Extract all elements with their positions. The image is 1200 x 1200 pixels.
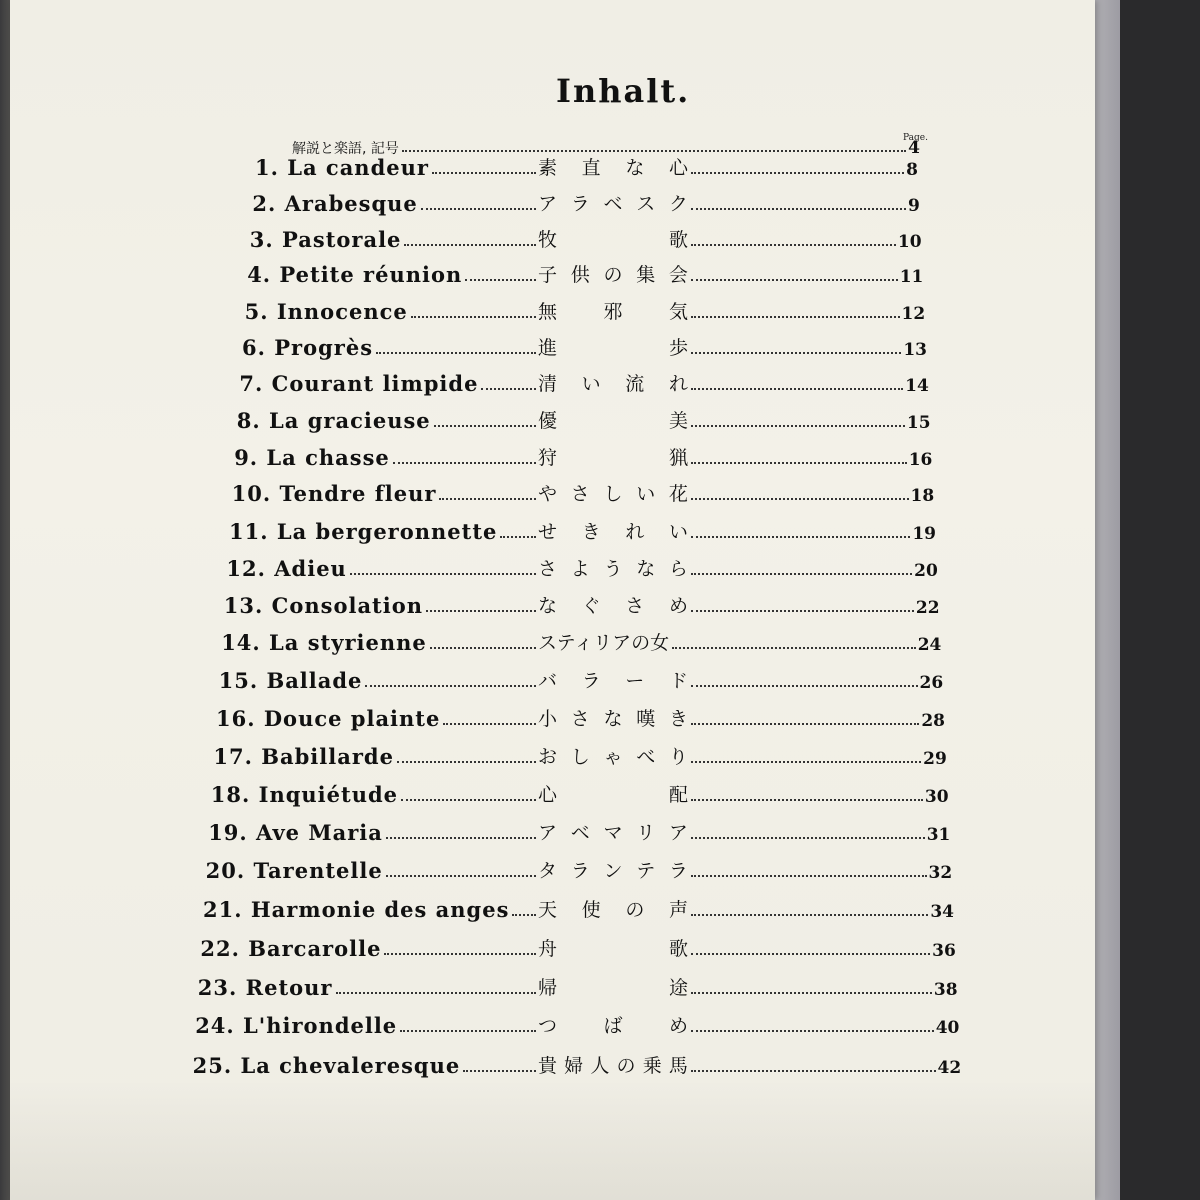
toc-entry-japanese-title: ア ラ ベ ス ク	[537, 192, 688, 215]
toc-row	[195, 1008, 959, 1038]
toc-page-number: 24	[917, 635, 942, 656]
toc-entry-title: 13. Consolation	[223, 593, 423, 618]
dot-leader	[691, 610, 914, 612]
dot-leader	[691, 723, 919, 725]
toc-page-number: 11	[899, 267, 924, 288]
toc-entry-title: 2. Arabesque	[252, 190, 418, 216]
toc-row	[250, 222, 922, 252]
dot-leader	[691, 388, 903, 390]
toc-page-number: 20	[914, 560, 938, 581]
toc-entry-japanese-title: 小 さ な 嘆 き	[538, 707, 688, 730]
toc-intro-title: 解説と楽語, 記号	[292, 141, 399, 157]
toc-page-number: 8	[906, 160, 918, 180]
dot-leader	[512, 914, 536, 916]
toc-entry-title: 4. Petite réunion	[247, 262, 463, 288]
toc-row	[232, 476, 935, 506]
dot-leader	[691, 837, 925, 839]
toc-entry-title: 23. Retour	[197, 974, 333, 1000]
toc-row	[239, 366, 928, 396]
toc-entry-title: 11. La bergeronnette	[229, 518, 498, 544]
dot-leader	[691, 799, 923, 801]
toc-row	[245, 294, 926, 324]
dot-leader	[691, 992, 932, 994]
toc-entry-japanese-title: タ ラ ン テ ラ	[537, 860, 688, 883]
toc-entry-title: 17. Babillarde	[213, 743, 394, 769]
toc-row	[252, 186, 919, 216]
toc-entry-title: 16. Douce plainte	[216, 705, 441, 731]
dot-leader	[672, 647, 916, 649]
toc-entry-japanese-title: な ぐ さ め	[537, 595, 688, 617]
dot-leader	[691, 953, 930, 955]
toc-row	[200, 931, 955, 961]
dot-leader	[336, 992, 536, 994]
document-page	[10, 0, 1095, 1200]
dot-leader	[411, 316, 536, 318]
toc-entry-japanese-title: お し ゃ べ り	[537, 745, 688, 768]
toc-page-number: 16	[908, 449, 933, 470]
dot-leader	[691, 462, 907, 464]
dot-leader	[421, 208, 536, 210]
toc-page-number: 28	[921, 710, 945, 731]
toc-page-number: 12	[901, 303, 926, 324]
dot-leader	[691, 425, 905, 427]
dot-leader	[500, 536, 536, 538]
toc-entry-japanese-title: や さ し い 花	[537, 483, 688, 506]
toc-entry-japanese-title: 貴 婦 人 の 乗 馬	[537, 1054, 688, 1077]
toc-row	[224, 588, 940, 618]
dot-leader	[432, 172, 536, 174]
toc-page-number: 22	[915, 598, 940, 618]
page-column-label: Page.	[903, 133, 928, 143]
toc-entry-title: 12. Adieu	[226, 555, 347, 581]
dot-leader	[400, 1030, 536, 1032]
toc-entry-japanese-title: 牧 歌	[537, 228, 688, 251]
toc-entry-title: 8. La gracieuse	[236, 407, 431, 433]
dot-leader	[463, 1070, 536, 1072]
dot-leader	[384, 953, 536, 955]
toc-row	[242, 330, 927, 360]
toc-row	[226, 551, 937, 581]
toc-entry-japanese-title: 狩 猟	[537, 446, 688, 469]
toc-page-number: 18	[910, 486, 935, 507]
dot-leader	[691, 316, 900, 318]
toc-entry-japanese-title: 天 使 の 声	[538, 899, 688, 921]
dot-leader	[386, 875, 536, 877]
dot-leader	[393, 462, 536, 464]
toc-entry-title: 18. Inquiétude	[210, 781, 399, 807]
dot-leader	[691, 536, 910, 538]
dot-leader	[350, 573, 536, 575]
toc-entry-japanese-title: スティリアの女	[537, 632, 670, 655]
dot-leader	[691, 172, 904, 174]
toc-entry-japanese-title: 帰 途	[537, 976, 688, 999]
toc-entry-title: 25. La chevaleresque	[192, 1052, 461, 1078]
toc-page-number: 31	[926, 825, 951, 846]
toc-row	[213, 739, 946, 769]
toc-row	[206, 853, 953, 883]
toc-entry-title: 21. Harmonie des anges	[203, 897, 510, 922]
dot-leader	[434, 425, 536, 427]
toc-page-number: 34	[930, 902, 954, 922]
toc-entry-japanese-title: 素 直 な 心	[538, 157, 688, 179]
toc-page-number: 19	[912, 523, 936, 544]
toc-entry-title: 1. La candeur	[255, 155, 429, 180]
dot-leader	[386, 837, 536, 839]
toc-page-number: 9	[907, 195, 920, 216]
toc-entry-title: 15. Ballade	[218, 668, 363, 694]
dot-leader	[430, 647, 536, 649]
dot-leader	[691, 352, 901, 354]
toc-row	[237, 403, 931, 433]
toc-page-number: 15	[906, 412, 931, 433]
toc-entry-japanese-title: 進 歩	[538, 336, 688, 359]
toc-page-number: 14	[905, 376, 929, 397]
toc-page-number: 38	[933, 979, 958, 1000]
toc-entry-japanese-title: つ ば め	[537, 1015, 688, 1038]
toc-row	[203, 892, 954, 922]
toc-row	[234, 440, 932, 470]
toc-entry-title: 9. La chasse	[234, 444, 390, 470]
toc-row	[216, 701, 945, 731]
dot-leader	[443, 723, 536, 725]
dot-leader	[426, 610, 536, 612]
dot-leader	[691, 279, 898, 281]
toc-row	[247, 257, 923, 287]
toc-entry-title: 7. Courant limpide	[239, 371, 479, 397]
toc-page-number: 26	[919, 673, 944, 694]
toc-entry-title: 5. Innocence	[244, 298, 408, 324]
toc-entry-japanese-title: 無 邪 気	[537, 300, 688, 323]
toc-entry-title: 22. Barcarolle	[200, 935, 382, 961]
toc-entry-title: 20. Tarentelle	[205, 858, 383, 884]
toc-entry-title: 10. Tendre fleur	[231, 481, 437, 507]
toc-page-number: 40	[935, 1018, 960, 1039]
dot-leader	[404, 244, 536, 246]
page-title: Inhalt.	[556, 72, 691, 110]
toc-entry-title: 19. Ave Maria	[208, 820, 383, 846]
toc-row	[255, 150, 918, 180]
dot-leader	[691, 498, 909, 500]
toc-row	[229, 514, 936, 544]
toc-entry-japanese-title: さ よ う な ら	[537, 557, 688, 580]
dot-leader	[691, 685, 918, 687]
dot-leader	[691, 244, 896, 246]
dot-leader	[376, 352, 536, 354]
toc-page-number: 42	[937, 1057, 962, 1078]
dot-leader	[401, 799, 536, 801]
toc-page-number: 13	[903, 339, 927, 360]
dot-leader	[465, 279, 536, 281]
dot-leader	[691, 208, 906, 210]
toc-row	[219, 663, 944, 693]
dot-leader	[691, 875, 927, 877]
toc-entry-title: 6. Progrès	[242, 334, 374, 360]
dot-leader	[691, 761, 921, 763]
dot-leader	[691, 1030, 934, 1032]
dot-leader	[397, 761, 536, 763]
toc-entry-title: 24. L'hirondelle	[195, 1013, 398, 1039]
toc-entry-title: 3. Pastorale	[249, 226, 402, 252]
toc-entry-japanese-title: せ き れ い	[538, 520, 688, 543]
toc-page-number: 4	[908, 138, 920, 158]
toc-row	[211, 777, 949, 807]
dot-leader	[365, 685, 536, 687]
toc-entry-japanese-title: 子 供 の 集 会	[537, 264, 688, 287]
toc-page-number: 30	[924, 786, 949, 807]
toc-row	[193, 1048, 962, 1078]
toc-page-number: 10	[897, 231, 922, 252]
toc-entry-japanese-title: 心 配	[537, 783, 688, 806]
dot-leader	[439, 498, 536, 500]
dot-leader	[481, 388, 536, 390]
toc-row	[221, 625, 941, 655]
toc-entry-japanese-title: ア ベ マ リ ア	[537, 822, 688, 845]
toc-entry-title: 14. La styrienne	[221, 630, 427, 656]
toc-row	[208, 815, 950, 845]
toc-row	[198, 970, 958, 1000]
toc-entry-japanese-title: 舟 歌	[537, 937, 688, 960]
dot-leader	[691, 1070, 936, 1072]
toc-entry-japanese-title: バ ラ ー ド	[537, 670, 688, 693]
toc-page-number: 29	[923, 748, 947, 769]
toc-page-number: 32	[928, 863, 953, 884]
dot-leader	[691, 573, 912, 575]
toc-entry-japanese-title: 優 美	[537, 409, 688, 432]
toc-entry-japanese-title: 清 い 流 れ	[537, 373, 688, 396]
dot-leader	[691, 914, 928, 916]
toc-page-number: 36	[932, 940, 956, 961]
